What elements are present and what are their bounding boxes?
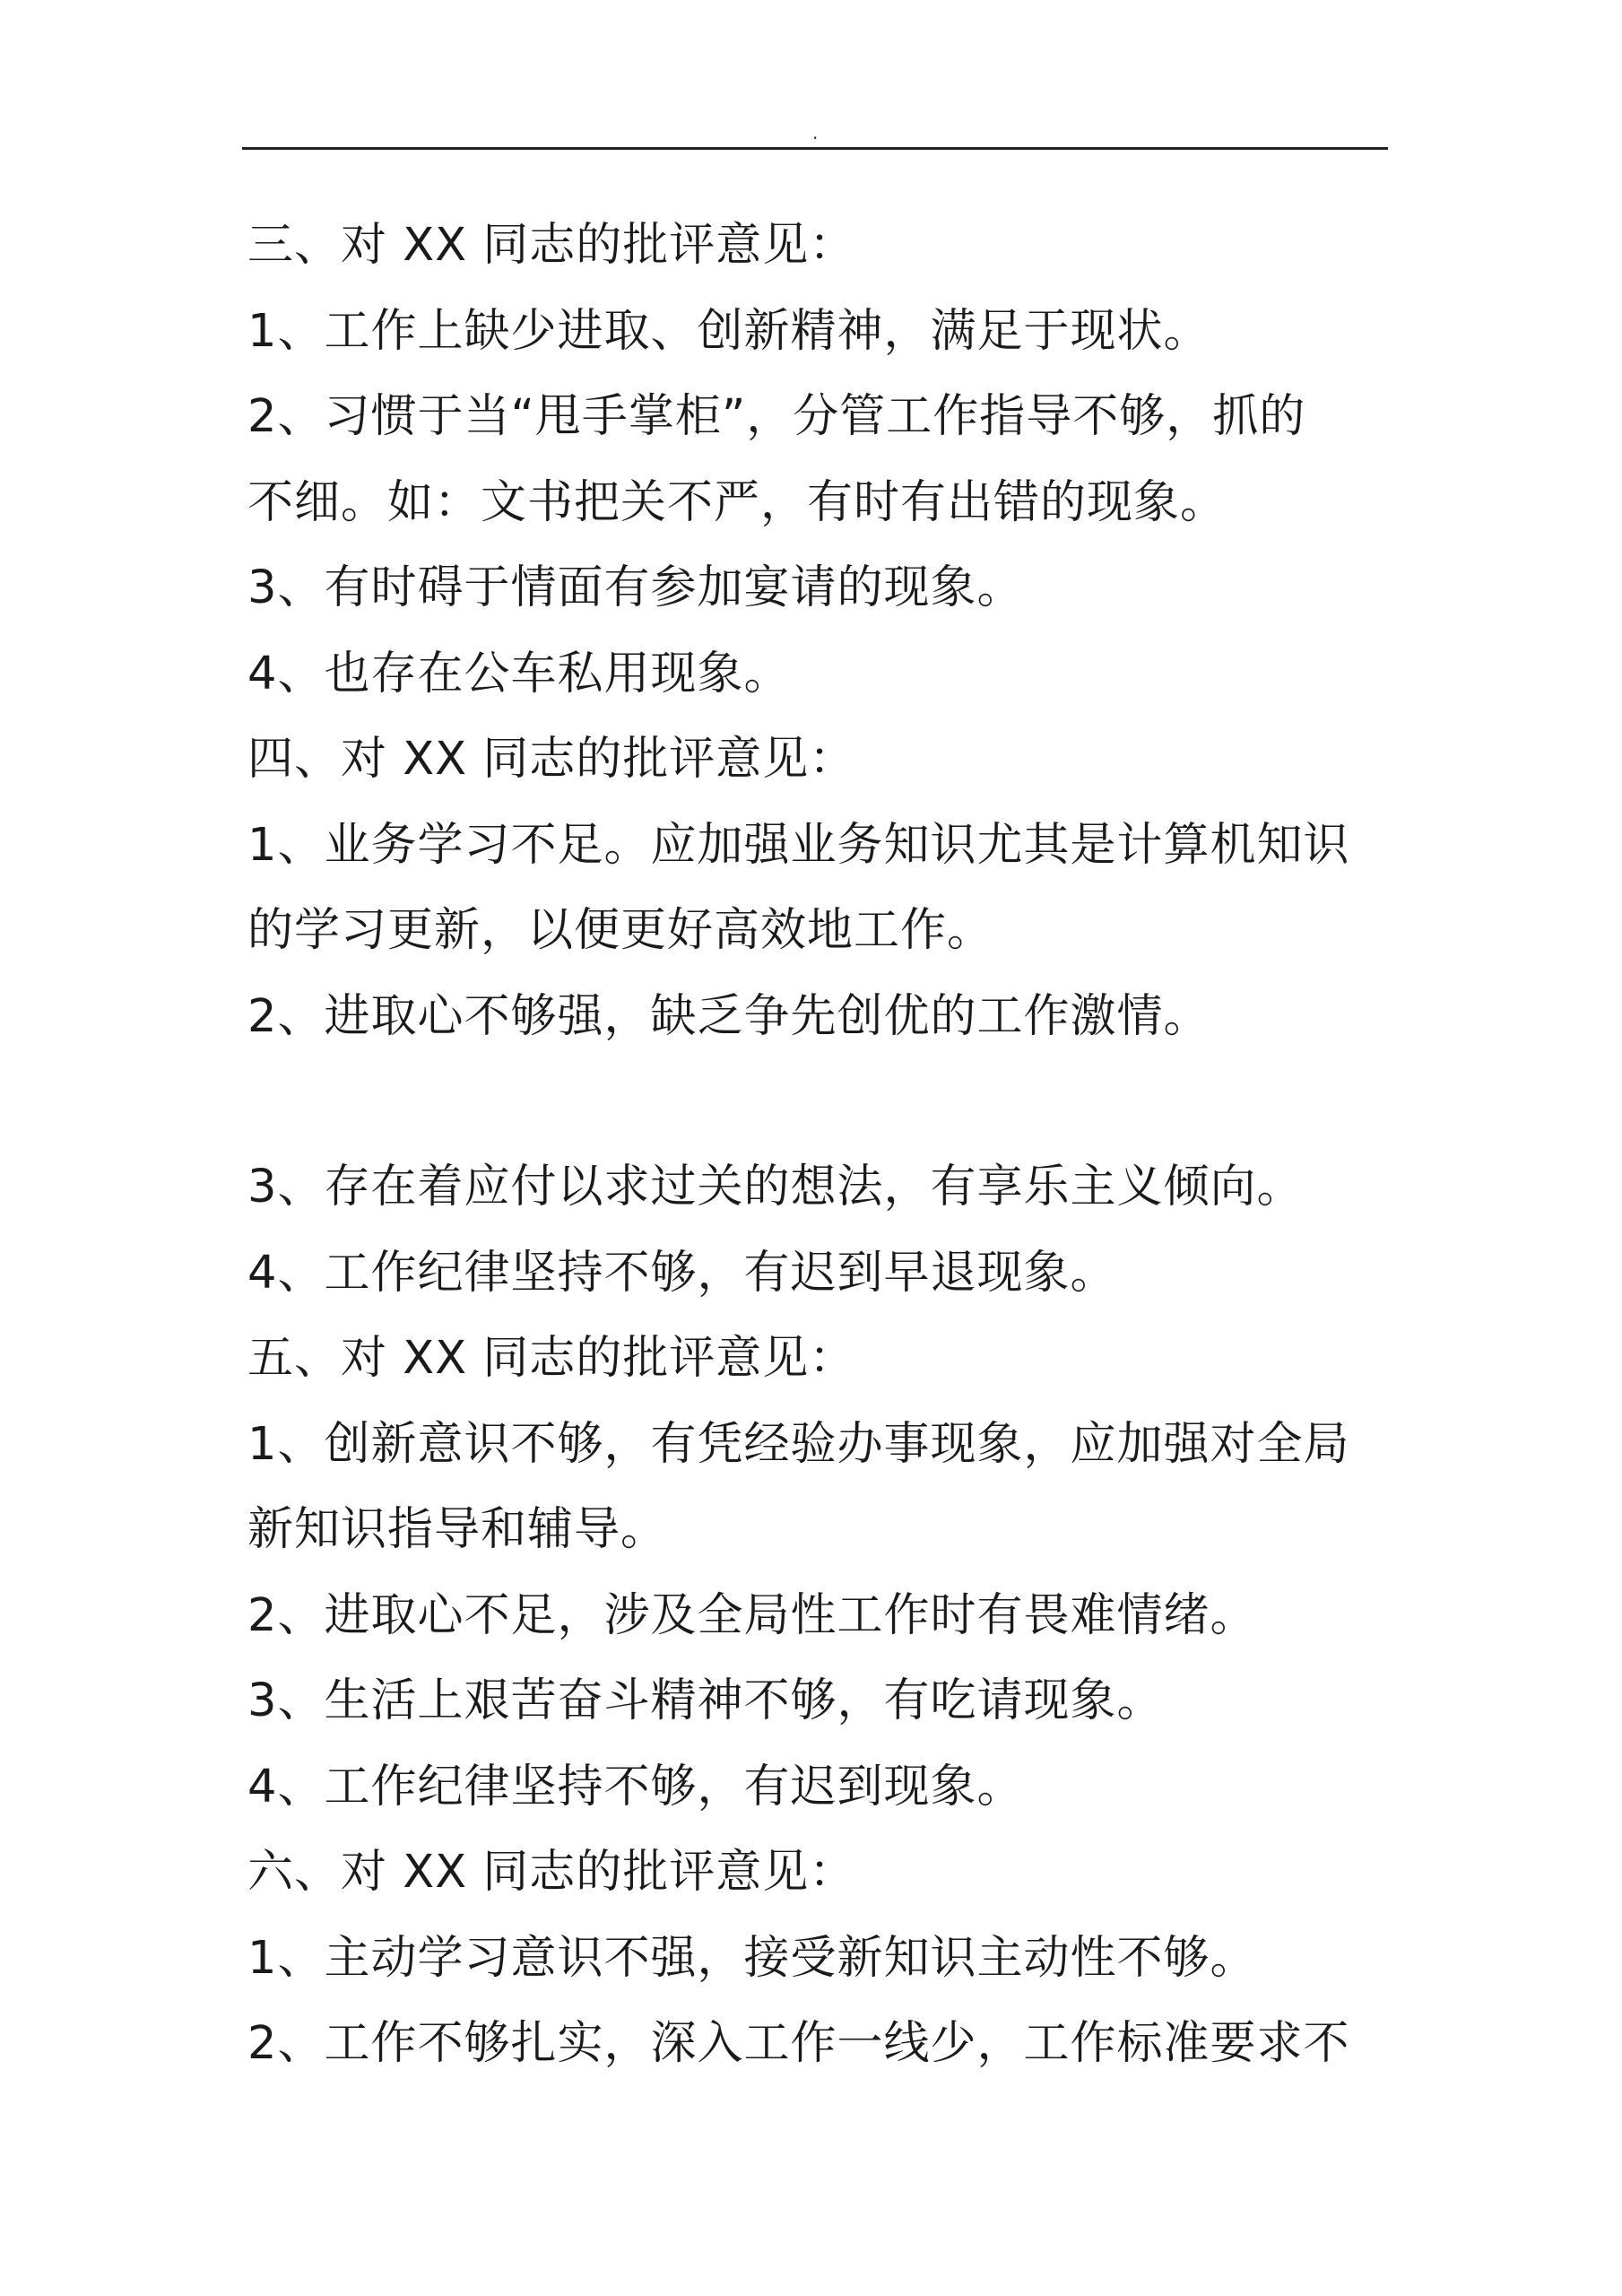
paragraph-line: 4、工作纪律坚持不够，有迟到现象。 bbox=[247, 1760, 1024, 1813]
section-heading: 三、对 XX 同志的批评意见： bbox=[247, 219, 856, 272]
blank-line bbox=[247, 1059, 1388, 1144]
paragraph-line: 的学习更新，以便更好高效地工作。 bbox=[247, 904, 994, 957]
paragraph-line: 2、工作不够扎实，深入工作一线少，工作标准要求不 bbox=[247, 2017, 1350, 2070]
paragraph-line: 2、进取心不够强，缺乏争先创优的工作激情。 bbox=[247, 989, 1210, 1043]
header-rule bbox=[242, 147, 1388, 150]
document-body bbox=[247, 203, 1388, 2087]
section-heading: 五、对 XX 同志的批评意见： bbox=[247, 1332, 856, 1385]
paragraph-line: 1、主动学习意识不强，接受新知识主动性不够。 bbox=[247, 1931, 1257, 1985]
paragraph-line: 不细。如：文书把关不严，有时有出错的现象。 bbox=[247, 475, 1227, 529]
paragraph-line: 2、进取心不足，涉及全局性工作时有畏难情绪。 bbox=[247, 1588, 1257, 1642]
section-heading: 四、对 XX 同志的批评意见： bbox=[247, 733, 856, 786]
paragraph-line: 新知识指导和辅导。 bbox=[247, 1503, 668, 1556]
paragraph-line: 1、创新意识不够，有凭经验办事现象，应加强对全局 bbox=[247, 1417, 1350, 1471]
paragraph-line: 1、工作上缺少进取、创新精神，满足于现状。 bbox=[247, 304, 1210, 358]
paragraph-line: 4、也存在公车私用现象。 bbox=[247, 647, 791, 700]
paragraph-line: 3、存在着应付以求过关的想法，有享乐主义倾向。 bbox=[247, 1161, 1304, 1213]
section-heading: 六、对 XX 同志的批评意见： bbox=[247, 1846, 856, 1899]
paragraph-line: 3、有时碍于情面有参加宴请的现象。 bbox=[247, 561, 1024, 614]
paragraph-line: 3、生活上艰苦奋斗精神不够，有吃请现象。 bbox=[247, 1674, 1164, 1727]
paragraph-line: 1、业务学习不足。应加强业务知识尤其是计算机知识 bbox=[247, 818, 1350, 872]
header-mark: . bbox=[812, 122, 819, 144]
paragraph-line: 2、习惯于当“甩手掌柜”，分管工作指导不够，抓的 bbox=[247, 390, 1306, 443]
paragraph-line: 4、工作纪律坚持不够，有迟到早退现象。 bbox=[247, 1246, 1117, 1300]
